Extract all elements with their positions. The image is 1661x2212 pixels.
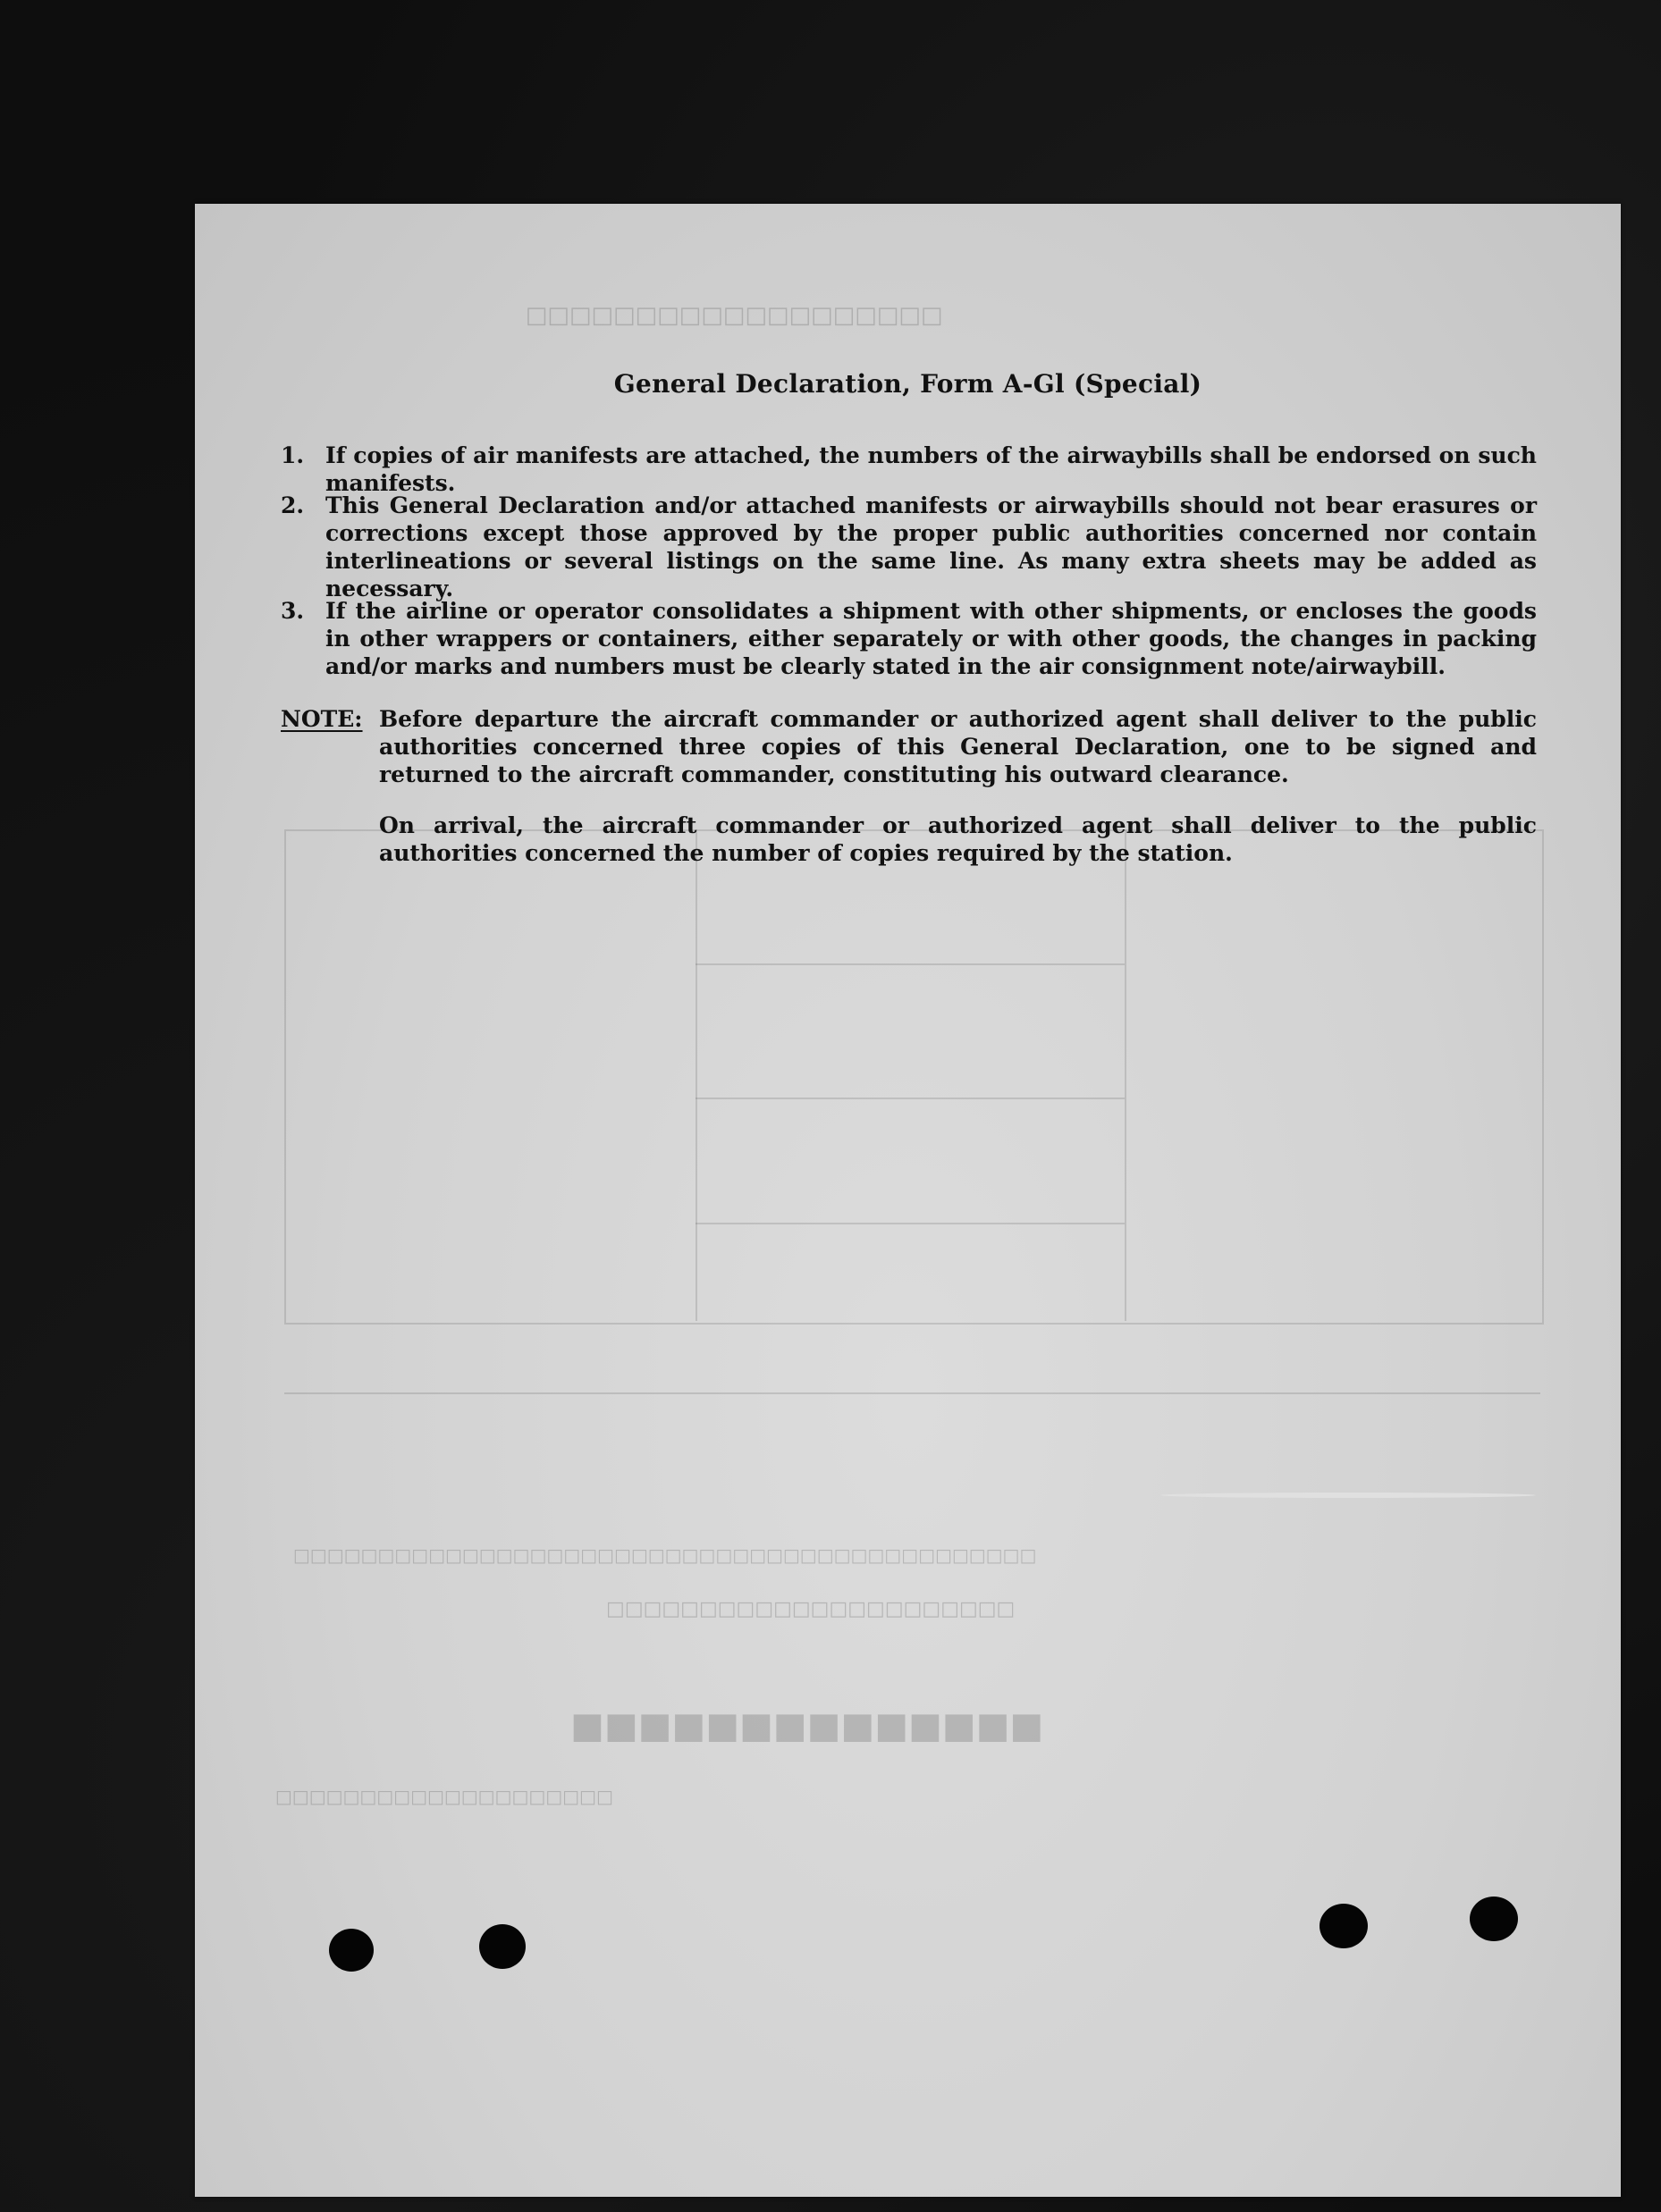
note-paragraph-departure: Before departure the aircraft commander or authorized agent shall deliver to the public authorities concerned three copies of this General Declaration, one to be signed and returned to the aircraft commander, constituting his outward clearance. [379,706,1537,787]
item-number: 2. [281,492,305,518]
punch-hole [1320,1904,1368,1948]
note-label: NOTE: [281,706,363,732]
note-paragraph-arrival: On arrival, the aircraft commander or authorized agent shall deliver to the public authorities concerned the number of copies required by the station. [379,812,1537,866]
item-number: 3. [281,598,305,624]
document-title: General Declaration, Form A-Gl (Special) [613,369,1202,399]
item-text: If copies of air manifests are attached, the numbers of the airwaybills shall be endorsed on such manifests. [325,442,1537,496]
instruction-item-1 [281,442,1537,497]
item-number: 1. [281,442,305,468]
instruction-item-2 [281,492,1537,602]
punch-hole [1470,1897,1518,1941]
document-page: □□□□□□□□□□□□□□□□□□□ ■■■■■■■■■■■■■■ □□□□□□□□□□□□□□□□□□□□□□ □□□□□□□□□□□□□□□□□□□□□□□□□□□□□□□□□□□□□□□□□□□□ □□□□□□□□□□□□□□□□□□□□ General Declaration, Form A-Gl (Special) 1. If copies of air manifests are attached, the numbers of the airwaybills shall be endorsed on such manifests. 2. This General Declaration and/or attached manifests or airwaybills should not bear erasures or corrections except those approved by the proper public authorities concerned nor contain interlineations or several listings on the same line. As many extra sheets may be added as necessary. 3. If the airline or operator consolidates a shipment with other shipments, or encloses the goods in other wrappers or containers, either separately or with other goods, the changes in packing and/or marks and numbers must be clearly stated in the air consignment note/airwaybill. NOTE: Before departure the aircraft commander or authorized agent shall deliver to the public authorities concerned three copies of this General Declaration, one to be signed and returned to the aircraft commander, constituting his outward clearance. On arrival, the aircraft commander or authorized agent shall deliver to the public authorities concerned the number of copies required by the station. [195,204,1621,2197]
instruction-item-3 [281,597,1537,680]
item-text: This General Declaration and/or attached manifests or airwaybills should not bear erasures or corrections except those approved by the proper public authorities concerned nor contain interlineations or several listings on the same line. As many extra sheets may be added as necessary. [325,492,1537,601]
punch-hole [479,1924,526,1969]
punch-hole [329,1929,374,1972]
item-text: If the airline or operator consolidates a shipment with other shipments, or encloses the goods in other wrappers or containers, either separately or with other goods, the changes in packing and/or marks and numbers must be clearly stated in the air consignment note/airwaybill. [325,598,1537,679]
